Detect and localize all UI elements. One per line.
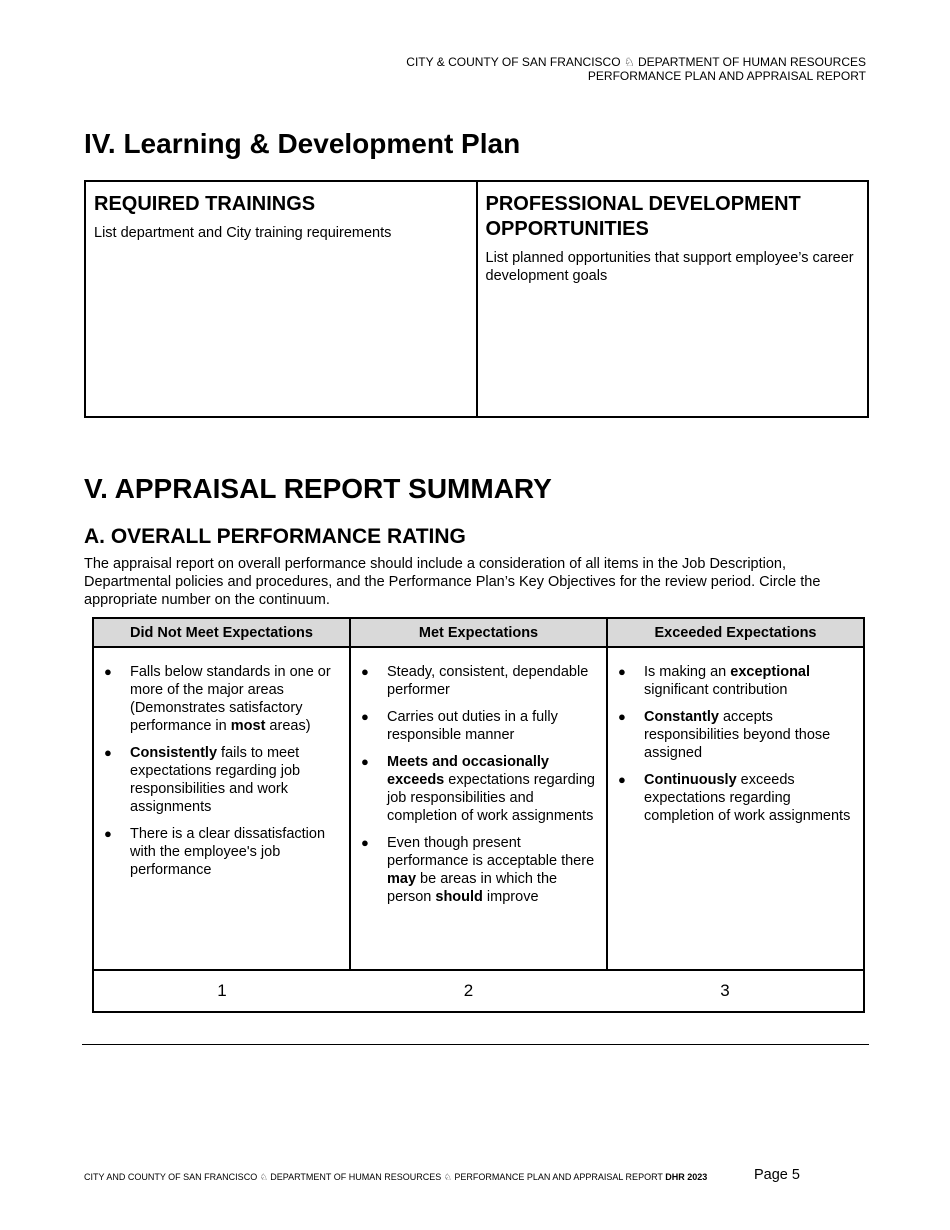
- criteria-item: [361, 834, 600, 906]
- criteria-item: [361, 663, 600, 699]
- bullet-icon: ●: [361, 835, 369, 850]
- criteria-text: Steady, consistent, dependable performer: [387, 664, 589, 698]
- criteria-item: [361, 753, 600, 825]
- bullet-icon: ●: [104, 826, 112, 841]
- footer-label: CITY AND COUNTY OF SAN FRANCISCO ♘ DEPARTMENT OF HUMAN RESOURCES ♘ PERFORMANCE PLAN AND APPRAISAL REPORT: [84, 1172, 663, 1182]
- appraisal-summary-title: V. APPRAISAL REPORT SUMMARY: [84, 473, 552, 504]
- rating-number-1[interactable]: 1: [93, 970, 350, 1012]
- footer-text: [84, 1172, 707, 1183]
- emphasis-text: Continuously: [644, 772, 737, 788]
- header-met: Met Expectations: [350, 618, 607, 647]
- required-trainings-title: REQUIRED TRAININGS: [94, 193, 316, 215]
- header-exceeded: Exceeded Expectations: [607, 618, 864, 647]
- bullet-icon: ●: [361, 664, 369, 679]
- header-line-2: PERFORMANCE PLAN AND APPRAISAL REPORT: [587, 69, 866, 83]
- emphasis-text: most: [230, 718, 266, 734]
- criteria-exceeded: [607, 647, 864, 970]
- criteria-text: exceeds expectations regarding completion of work assignments: [644, 772, 851, 824]
- criteria-text: There is a clear dissatisfaction with the employee's job performance: [130, 826, 326, 878]
- bullet-icon: ●: [618, 709, 626, 724]
- footer-divider: [82, 1044, 869, 1045]
- criteria-text: be areas in which the person: [387, 871, 558, 905]
- emphasis-text: Meets and occasionally exceeds: [387, 754, 549, 788]
- criteria-text: significant contribution: [644, 682, 788, 698]
- criteria-list: [104, 663, 343, 879]
- criteria-text: Even though present performance is acceptable there: [387, 835, 595, 869]
- bullet-icon: ●: [361, 754, 369, 769]
- rating-table: [92, 617, 865, 1013]
- criteria-item: [618, 771, 857, 825]
- criteria-did-not-meet: [93, 647, 350, 970]
- bullet-icon: ●: [618, 664, 626, 679]
- criteria-list: [618, 663, 857, 825]
- bullet-icon: ●: [104, 664, 112, 679]
- professional-development-title: PROFESSIONAL DEVELOPMENT OPPORTUNITIES: [485, 193, 801, 240]
- criteria-text: areas): [265, 718, 311, 734]
- criteria-met: [350, 647, 607, 970]
- rating-number-2[interactable]: 2: [350, 970, 607, 1012]
- criteria-item: [618, 663, 857, 699]
- professional-development-desc: List planned opportunities that support employee’s career development goals: [485, 250, 854, 284]
- required-trainings-cell[interactable]: [86, 182, 476, 416]
- emphasis-text: exceptional: [730, 664, 811, 680]
- bullet-icon: ●: [618, 772, 626, 787]
- criteria-text: accepts responsibilities beyond those assigned: [644, 709, 831, 761]
- professional-development-cell[interactable]: [476, 182, 868, 416]
- footer-code: DHR 2023: [665, 1172, 708, 1182]
- emphasis-text: Constantly: [644, 709, 719, 725]
- criteria-text: expectations regarding job responsibilities and completion of work assignments: [387, 772, 595, 824]
- required-trainings-desc: List department and City training requirements: [94, 225, 392, 241]
- emphasis-text: may: [387, 871, 417, 887]
- criteria-text: Is making an: [644, 664, 731, 680]
- criteria-text: improve: [482, 889, 539, 905]
- criteria-list: [361, 663, 600, 906]
- learning-development-table: [84, 180, 869, 418]
- emphasis-text: should: [435, 889, 483, 905]
- overall-rating-intro: The appraisal report on overall performance should include a consideration of all items in the Job Description, Departmental policies and procedures, and the Performance Plan’s Key Objectives for the review period. Circle the appropriate number on the continuum.: [84, 556, 821, 608]
- criteria-item: [361, 708, 600, 744]
- criteria-text: Falls below standards in one or more of the major areas (Demonstrates satisfactory performance in: [130, 664, 331, 734]
- criteria-item: [618, 708, 857, 762]
- page-number: Page 5: [754, 1167, 800, 1183]
- page-header: [406, 55, 866, 83]
- criteria-text: fails to meet expectations regarding job responsibilities and work assignments: [130, 745, 301, 815]
- criteria-text: Carries out duties in a fully responsible manner: [387, 709, 558, 743]
- header-line-1: CITY & COUNTY OF SAN FRANCISCO ♘ DEPARTMENT OF HUMAN RESOURCES: [406, 55, 866, 69]
- rating-number-3[interactable]: 3: [607, 970, 864, 1012]
- criteria-item: [104, 744, 343, 816]
- bullet-icon: ●: [361, 709, 369, 724]
- criteria-item: [104, 663, 343, 735]
- emphasis-text: Consistently: [130, 745, 218, 761]
- criteria-item: [104, 825, 343, 879]
- bullet-icon: ●: [104, 745, 112, 760]
- header-did-not-meet: Did Not Meet Expectations: [93, 618, 350, 647]
- learning-development-title: IV. Learning & Development Plan: [84, 128, 521, 159]
- overall-rating-subtitle: A. OVERALL PERFORMANCE RATING: [84, 525, 466, 548]
